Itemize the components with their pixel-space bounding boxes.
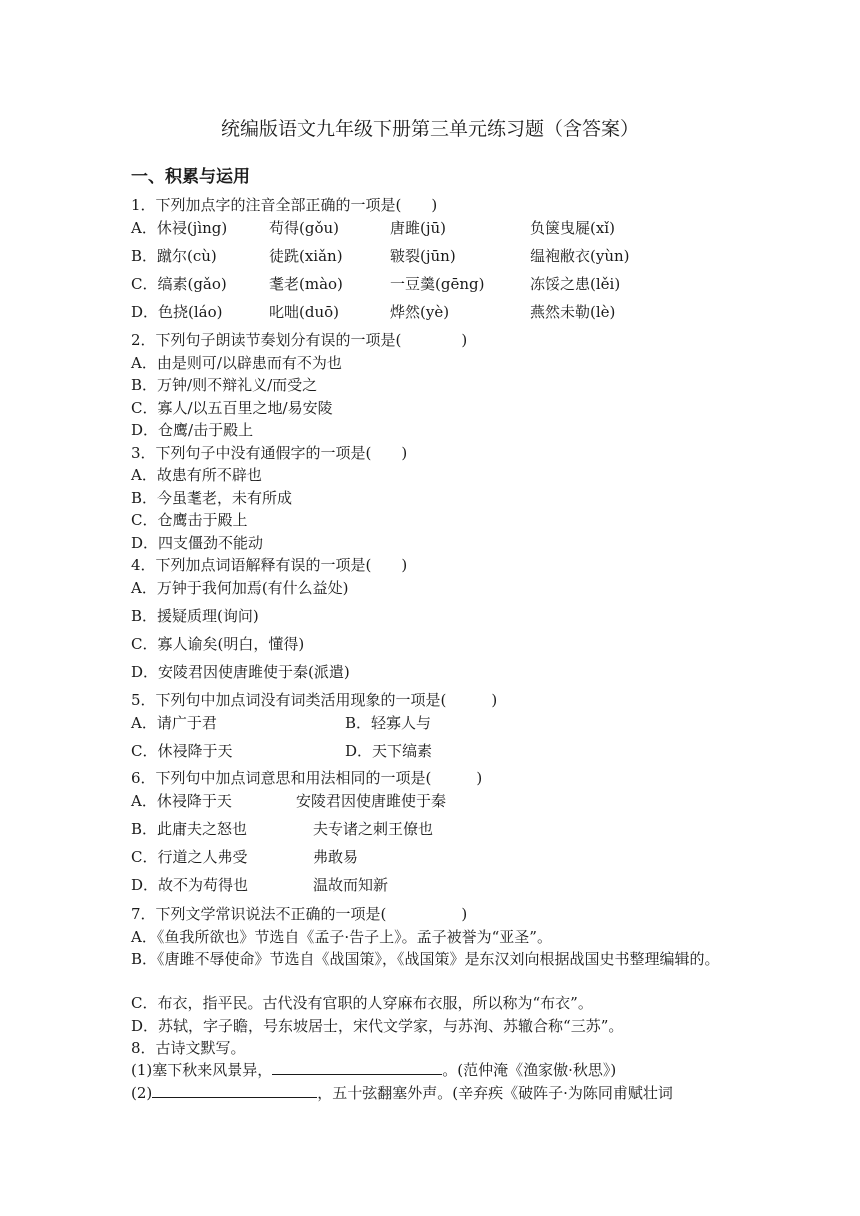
- q8-2-answer-blank[interactable]: [152, 1083, 317, 1098]
- question-8-line-2: [131, 1083, 673, 1103]
- question-2-stem: 2．下列句子朗读节奏划分有误的一项是( ): [131, 331, 468, 349]
- q5-option-d: D．天下缟素: [345, 742, 433, 760]
- q1-b-1: B．蹴尔(cù): [131, 247, 217, 265]
- question-5-stem: 5．下列句中加点词没有词类活用现象的一项是( ): [131, 691, 498, 709]
- q1-b-3: 皲裂(jūn): [390, 247, 456, 265]
- q6-d-right: 温故而知新: [313, 876, 389, 894]
- question-4-stem: 4．下列加点词语解释有误的一项是( ): [131, 556, 408, 574]
- q1-d-4: 燕然未勒(lè): [530, 303, 616, 321]
- q8-1-prefix: (1)塞下秋来风景异，: [131, 1061, 273, 1079]
- question-7-option-c: C．布衣，指平民。古代没有官职的人穿麻布衣服，所以称为“布衣”。: [131, 994, 593, 1012]
- q8-2-prefix: (2): [131, 1084, 153, 1102]
- question-8-stem: 8．古诗文默写。: [131, 1039, 246, 1057]
- question-2-option-c: C．寡人/以五百里之地/易安陵: [131, 399, 333, 417]
- question-4-option-a: A．万钟于我何加焉(有什么益处): [131, 579, 349, 597]
- q1-b-2: 徒跣(xiǎn): [269, 247, 343, 265]
- q1-a-3: 唐雎(jū): [390, 219, 447, 237]
- q1-a-4: 负箧曳屣(xǐ): [530, 219, 615, 237]
- question-3-option-a: A．故患有所不辟也: [131, 466, 262, 484]
- question-4-option-b: B．援疑质理(询问): [131, 607, 259, 625]
- q8-1-answer-blank[interactable]: [272, 1060, 442, 1075]
- document-title: 统编版语文九年级下册第三单元练习题（含答案）: [220, 118, 639, 140]
- question-4-option-d: D．安陵君因使唐雎使于秦(派遣): [131, 663, 350, 681]
- q8-2-suffix: ，五十弦翻塞外声。(辛弃疾《破阵子·为陈同甫赋壮词: [317, 1084, 673, 1102]
- question-2-option-b: B．万钟/则不辩礼义/而受之: [131, 376, 318, 394]
- q1-d-3: 烨然(yè): [390, 303, 450, 321]
- q1-c-1: C．缟素(gǎo): [131, 275, 227, 293]
- q1-c-4: 冻馁之患(lěi): [530, 275, 621, 293]
- question-3-option-d: D．四支僵劲不能动: [131, 534, 264, 552]
- question-1-stem: 1．下列加点字的注音全部正确的一项是( ): [131, 196, 438, 214]
- question-8-line-1: [131, 1060, 616, 1080]
- question-2-option-d: D．仓鹰/击于殿上: [131, 421, 254, 439]
- question-7-option-b: B．《唐雎不辱使命》节选自《战国策》，《战国策》是东汉刘向根据战国史书整理编辑的。: [131, 950, 720, 968]
- q5-option-c: C．休祲降于天: [131, 742, 233, 760]
- question-3-stem: 3．下列句子中没有通假字的一项是( ): [131, 444, 408, 462]
- q6-a-right: 安陵君因使唐雎使于秦: [296, 792, 447, 810]
- q6-c-right: 弗敢易: [313, 848, 359, 866]
- q1-c-3: 一豆羹(gēng): [390, 275, 485, 293]
- question-7-stem: 7．下列文学常识说法不正确的一项是( ): [131, 905, 468, 923]
- question-3-option-b: B．今虽耄老，未有所成: [131, 489, 293, 507]
- q5-option-b: B．轻寡人与: [345, 714, 432, 732]
- question-3-option-c: C．仓鹰击于殿上: [131, 511, 248, 529]
- question-4-option-c: C．寡人谕矣(明白，懂得): [131, 635, 305, 653]
- question-7-option-a: A．《鱼我所欲也》节选自《孟子·告子上》。孟子被誉为“亚圣”。: [131, 928, 552, 946]
- q1-d-1: D．色挠(láo): [131, 303, 223, 321]
- q6-b-left: B．此庸夫之怒也: [131, 820, 248, 838]
- question-7-option-d: D．苏轼，字子瞻，号东坡居士，宋代文学家，与苏洵、苏辙合称“三苏”。: [131, 1017, 624, 1035]
- q6-c-left: C．行道之人弗受: [131, 848, 248, 866]
- q5-option-a: A．请广于君: [131, 714, 217, 732]
- q6-b-right: 夫专诸之刺王僚也: [313, 820, 434, 838]
- q1-a-2: 苟得(gǒu): [269, 219, 339, 237]
- q8-1-suffix: 。(范仲淹《渔家傲·秋思》): [442, 1061, 617, 1079]
- section-heading: 一、积累与运用: [131, 167, 250, 187]
- q1-c-2: 耄老(mào): [269, 275, 343, 293]
- question-2-option-a: A．由是则可/以辟患而有不为也: [131, 354, 342, 372]
- q6-d-left: D．故不为苟得也: [131, 876, 249, 894]
- q1-b-4: 缊袍敝衣(yùn): [530, 247, 630, 265]
- q1-d-2: 叱咄(duō): [269, 303, 339, 321]
- q6-a-left: A．休祲降于天: [131, 792, 232, 810]
- q1-a-1: A．休祲(jìng): [131, 219, 228, 237]
- question-6-stem: 6．下列句中加点词意思和用法相同的一项是( ): [131, 769, 483, 787]
